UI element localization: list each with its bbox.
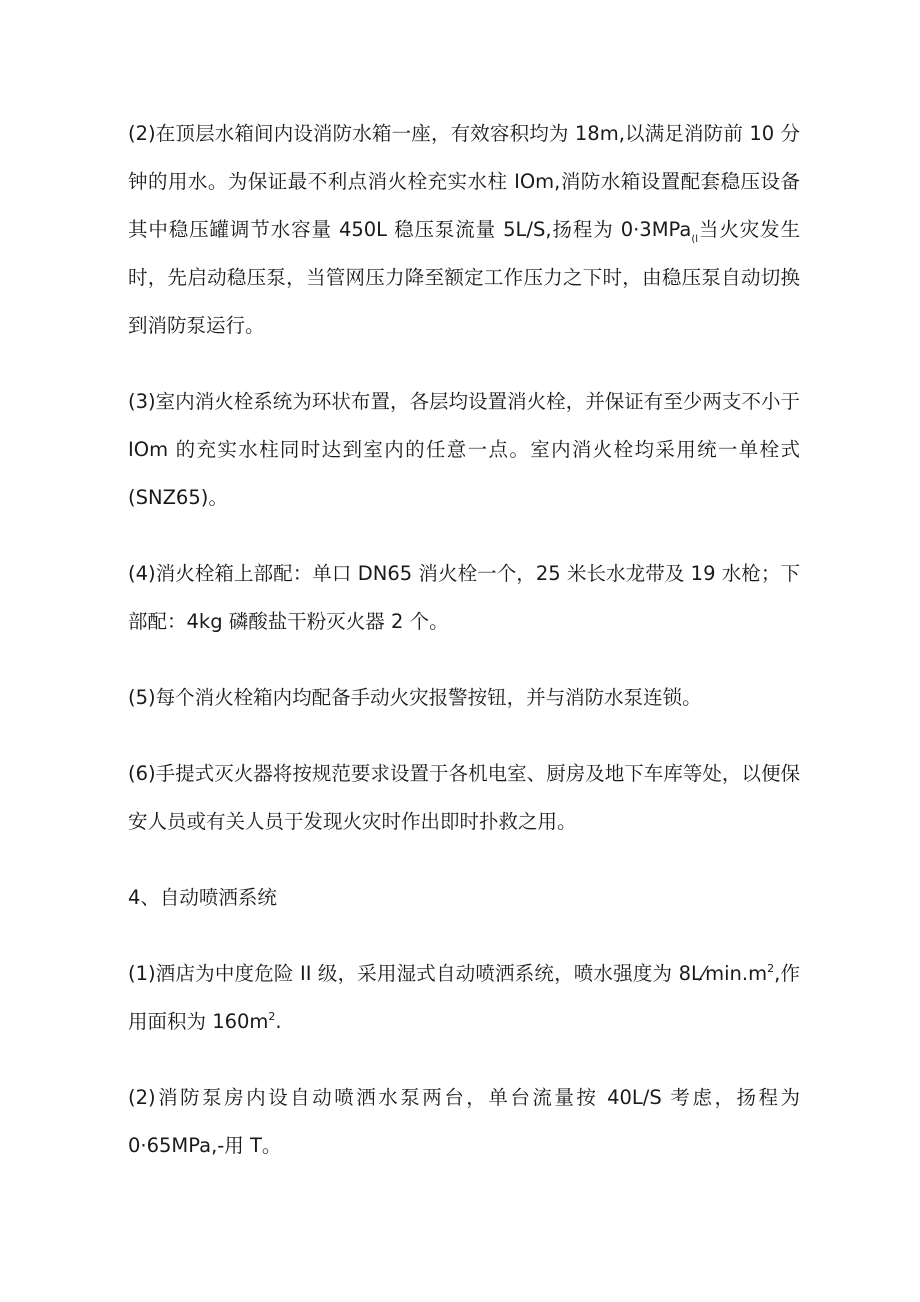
paragraph [128, 550, 800, 646]
paragraph-text: (3)室内消火栓系统为环状布置，各层均设置消火栓，并保证有至少两支不小于 IOm 的充实水柱同时达到室内的任意一点。室内消火栓均采用统一单栓式(SNZ65)。 [128, 390, 800, 509]
paragraph-text: (6)手提式灭火器将按规范要求设置于各机电室、厨房及地下车库等处，以便保安人员或有关人员于发现火灾时作出即时扑救之用。 [128, 762, 800, 833]
paragraph [128, 1074, 800, 1170]
paragraph-text: . [275, 1010, 282, 1033]
superscript-text: 2 [268, 1010, 276, 1023]
superscript-text: 2 [767, 962, 775, 975]
paragraph-text: (5)每个消火栓箱内均配备手动火灾报警按钮，并与消防水泵连锁。 [128, 686, 702, 709]
paragraph-text: (2)消防泵房内设自动喷洒水泵两台，单台流量按 40L/S 考虑，扬程为 0·65MPa,-用 T。 [128, 1086, 800, 1157]
subscript-text: (l [691, 234, 699, 245]
paragraph [128, 674, 800, 722]
paragraph [128, 378, 800, 522]
paragraph-text: (4)消火栓箱上部配：单口 DN65 消火栓一个，25 米长水龙带及 19 水枪；下部配：4kg 磷酸盐干粉灭火器 2 个。 [128, 562, 800, 633]
section-heading [128, 874, 800, 922]
paragraph [128, 750, 800, 846]
paragraph-text: (1)酒店为中度危险 II 级，采用湿式自动喷洒系统，喷水强度为 8L⁄min.m [128, 962, 768, 985]
paragraph-text: 当火灾发生时，先启动稳压泵，当管网压力降至额定工作压力之下时，由稳压泵自动切换到消防泵运行。 [128, 218, 800, 337]
paragraph-text: ,作用面积为 160m [128, 962, 800, 1033]
paragraph-text: (2)在顶层水箱间内设消防水箱一座，有效容积均为 18m,以满足消防前 10 分钟的用水。为保证最不利点消火栓充实水柱 IOm,消防水箱设置配套稳压设备其中稳压罐调节水容量 450L 稳压泵流量 5L/S,扬程为 0·3MPa [128, 122, 800, 241]
paragraph [128, 950, 800, 1046]
document-body [128, 110, 800, 1198]
paragraph [128, 110, 800, 350]
paragraph-text: 4、自动喷洒系统 [128, 886, 277, 909]
